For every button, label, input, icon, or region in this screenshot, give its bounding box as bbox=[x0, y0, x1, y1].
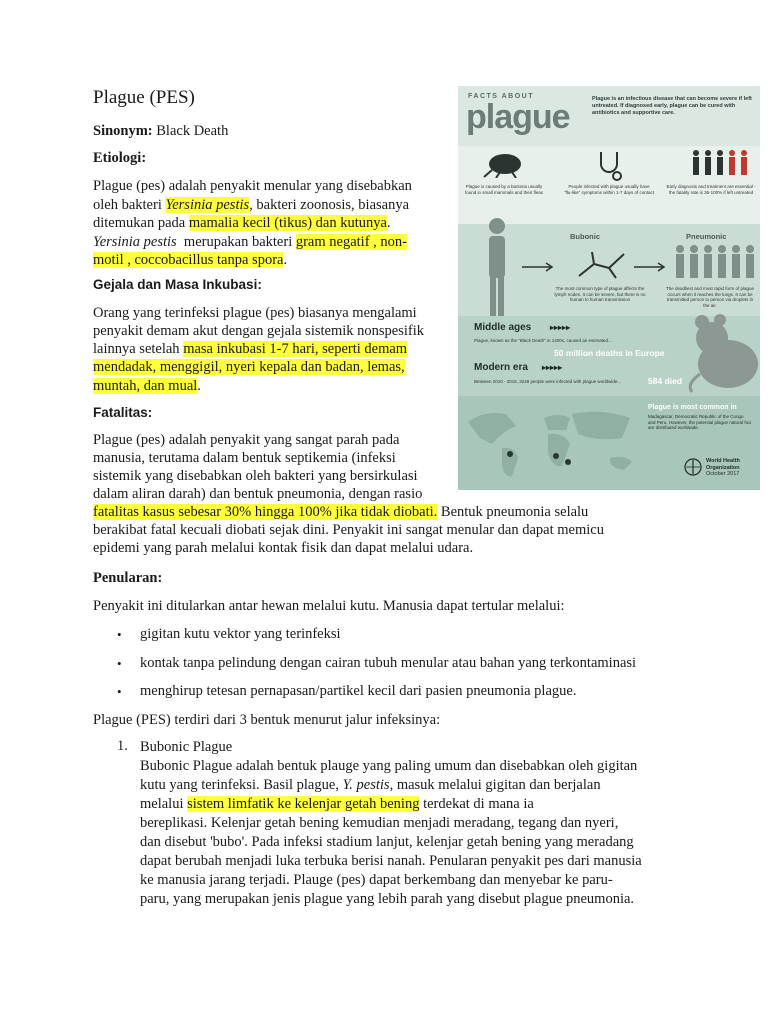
bullet-icon: • bbox=[117, 656, 122, 671]
fatalitas-line bbox=[93, 503, 588, 522]
highlight-morphology: motil , coccobacillus tanpa spora bbox=[93, 252, 284, 268]
gejala-line: penyakit demam akut dengan gejala sistemik nonspesifik bbox=[93, 323, 425, 339]
bubonic-line: bereplikasi. Kelenjar getah bening kemudian menjadi meradang, tegang dan nyeri, bbox=[140, 815, 619, 831]
text-run: . bbox=[386, 215, 391, 231]
text-run: , bakteri zoonosis, biasanya bbox=[249, 197, 410, 213]
text-run: oleh bakteri bbox=[93, 197, 166, 213]
infographic-intro: Plague is an infectious disease that can become severe if left untreated. If diagnosed early, plague can be cured with antibiotics and supportive care. bbox=[592, 96, 752, 116]
fatalitas-line: berakibat fatal kecuali diobati sejak dini. Penyakit ini sangat menular dan dapat memicu bbox=[93, 522, 604, 538]
gejala-line bbox=[93, 358, 405, 377]
bubonic-desc: The most common type of plague affects the lymph nodes. It can be severe, but there is no human to human transmission bbox=[554, 286, 646, 302]
who-logo-icon bbox=[684, 458, 702, 476]
list-item: menghirup tetesan pernapasan/partikel kecil dari pasien pneumonia plague. bbox=[140, 683, 577, 699]
modern-era-label: Modern era bbox=[474, 362, 528, 373]
organism-name: Yersinia pestis bbox=[93, 234, 177, 250]
gejala-line bbox=[93, 340, 407, 359]
human-figure-icon bbox=[482, 212, 512, 330]
highlight-symptoms: mendadak, menggigil, nyeri kepala dan badan, lemas, bbox=[93, 359, 405, 375]
highlight-hosts: mamalia kecil (tikus) dan kutunya bbox=[188, 215, 387, 231]
bacteria-icon bbox=[574, 246, 634, 282]
diagnosis-text: Early diagnosis and treatment are essential - the fatality rate is 35-100% if left untreated bbox=[666, 184, 756, 195]
bentuk-intro: Plague (PES) terdiri dari 3 bentuk menurut jalur infeksinya: bbox=[93, 712, 441, 728]
arrow-right-icon bbox=[522, 262, 558, 272]
penularan-heading: Penularan: bbox=[93, 570, 163, 586]
highlight-organism: Yersinia pestis bbox=[165, 197, 250, 213]
synonym-line bbox=[93, 122, 228, 141]
highlight-gram: gram negatif , non- bbox=[295, 234, 407, 250]
bubonic-line: ke manusia jarang terjadi. Plauge (pes) dapat berkembang dan menyebar ke paru- bbox=[140, 872, 613, 888]
pneumonic-label: Pneumonic bbox=[686, 232, 727, 241]
page-title: Plague (PES) bbox=[93, 87, 195, 108]
symptoms-text: People infected with plague usually have "flu-like" symptoms within 1-7 days of contact bbox=[564, 184, 654, 195]
text-run: kutu yang terinfeksi. Basil plague, bbox=[140, 777, 343, 793]
arrows-icon: ▸▸▸▸▸ bbox=[542, 363, 563, 372]
gejala-line: Orang yang terinfeksi plague (pes) biasanya mengalami bbox=[93, 305, 417, 321]
people-group-icon bbox=[690, 148, 750, 178]
text-run: . bbox=[197, 378, 201, 394]
fatalitas-line: Plague (pes) adalah penyakit yang sangat parah pada bbox=[93, 432, 400, 448]
arrows-icon: ▸▸▸▸▸ bbox=[550, 323, 571, 332]
bubonic-section bbox=[140, 738, 700, 909]
fatalitas-heading: Fatalitas: bbox=[93, 405, 153, 420]
etiologi-line bbox=[93, 233, 407, 252]
who-date: October 2017 bbox=[706, 471, 740, 477]
bubonic-line: paru, yang merupakan jenis plague yang lebih parah yang disebut plague pneumonia. bbox=[140, 891, 635, 907]
most-common-heading: Plague is most common in bbox=[648, 404, 737, 411]
bubonic-label: Bubonic bbox=[570, 232, 600, 241]
bullet-icon: • bbox=[117, 627, 122, 642]
rat-icon bbox=[682, 314, 760, 394]
etiologi-line bbox=[93, 196, 409, 215]
plague-infographic bbox=[458, 86, 760, 490]
etiologi-line bbox=[93, 251, 287, 270]
fatalitas-line: sistemik yang disebabkan oleh bakteri yang bersirkulasi bbox=[93, 468, 418, 484]
highlight-lymph: sistem limfatik ke kelenjar getah bening bbox=[187, 796, 420, 812]
text-run: . bbox=[283, 252, 288, 268]
organism-name: Y. pestis bbox=[342, 777, 390, 793]
middle-ages-deaths: 50 million deaths in Europe bbox=[554, 348, 665, 358]
bullet-icon: • bbox=[117, 684, 122, 699]
etiologi-line: Plague (pes) adalah penyakit menular yang disebabkan bbox=[93, 178, 412, 194]
list-number: 1. bbox=[117, 738, 128, 754]
bubonic-title: Bubonic Plague bbox=[140, 739, 233, 755]
bubonic-line: dapat berubah menjadi luka terbuka berisi nanah. Penularan penyakit pes dari manusia bbox=[140, 853, 642, 869]
middle-ages-label: Middle ages bbox=[474, 322, 532, 333]
text-run: merupakan bakteri bbox=[176, 234, 296, 250]
stethoscope-icon bbox=[593, 148, 627, 182]
highlight-incubation: masa inkubasi 1-7 hari, seperti demam bbox=[183, 341, 408, 357]
text-run: lainnya setelah bbox=[93, 341, 184, 357]
fatalitas-line: dalam aliran darah) dan bentuk pneumonia, dengan rasio bbox=[93, 486, 423, 502]
flea-icon bbox=[480, 150, 530, 178]
bubonic-line bbox=[140, 795, 700, 814]
gejala-line bbox=[93, 377, 201, 396]
middle-ages-desc: Plague, known as the "Black Death" in 1400s, caused an estimated... bbox=[474, 338, 612, 343]
penularan-intro: Penyakit ini ditularkan antar hewan melalui kutu. Manusia dapat tertular melalui: bbox=[93, 598, 565, 614]
pneumonic-desc: The deadliest and most rapid form of plague occurs when it reaches the lungs. It can be transmitted person to person via droplets in the air. bbox=[665, 286, 755, 308]
arrow-right-icon bbox=[634, 262, 670, 272]
etiologi-heading: Etiologi: bbox=[93, 150, 147, 166]
text-run: , masuk melalui gigitan dan berjalan bbox=[389, 777, 601, 793]
world-map-icon bbox=[462, 404, 642, 486]
text-run: ditemukan pada bbox=[93, 215, 189, 231]
gejala-heading: Gejala dan Masa Inkubasi: bbox=[93, 277, 262, 292]
bubonic-line: Bubonic Plague adalah bentuk plauge yang paling umum dan disebabkan oleh gigitan bbox=[140, 758, 638, 774]
modern-era-deaths: 584 died bbox=[648, 376, 683, 386]
cause-text: Plague is caused by a bacteria usually found in small mammals and their fleas bbox=[464, 184, 544, 195]
etiologi-line bbox=[93, 214, 391, 233]
list-item: kontak tanpa pelindung dengan cairan tubuh menular atau bahan yang terkontaminasi bbox=[140, 655, 637, 671]
bubonic-line: dan disebut 'bubo'. Pada infeksi stadium lanjut, kelenjar getah bening yang meradang bbox=[140, 834, 634, 850]
list-item: gigitan kutu vektor yang terinfeksi bbox=[140, 626, 341, 642]
infographic-kicker: FACTS ABOUT bbox=[468, 93, 535, 100]
who-label bbox=[706, 458, 760, 478]
text-run: melalui bbox=[140, 796, 188, 812]
fatalitas-line: epidemi yang parah melalui kontak fisik dan dapat melalui udara. bbox=[93, 540, 474, 556]
highlight-symptoms: muntah, dan mual bbox=[93, 378, 198, 394]
synonym-value: Black Death bbox=[152, 123, 229, 139]
fatalitas-line: manusia, terutama dalam bentuk septikemia (infeksi bbox=[93, 450, 396, 466]
people-row-icon bbox=[673, 244, 755, 280]
most-common-desc: Madagascar, Democratic Republic of the Congo and Peru. However, the potential plague natural foci are distributed worldwide. bbox=[648, 414, 752, 430]
who-name: World Health Organization bbox=[706, 458, 740, 471]
modern-era-desc: Between 2010 - 2015, 3248 people were infected with plague worldwide... bbox=[474, 379, 622, 384]
synonym-label: Sinonym: bbox=[93, 123, 153, 139]
text-run: Bentuk pneumonia selalu bbox=[437, 504, 589, 520]
text-run: terdekat di mana ia bbox=[419, 796, 534, 812]
infographic-title: plague bbox=[466, 98, 570, 136]
bubonic-line bbox=[140, 776, 700, 795]
highlight-fatality: fatalitas kasus sebesar 30% hingga 100% jika tidak diobati. bbox=[93, 504, 438, 520]
